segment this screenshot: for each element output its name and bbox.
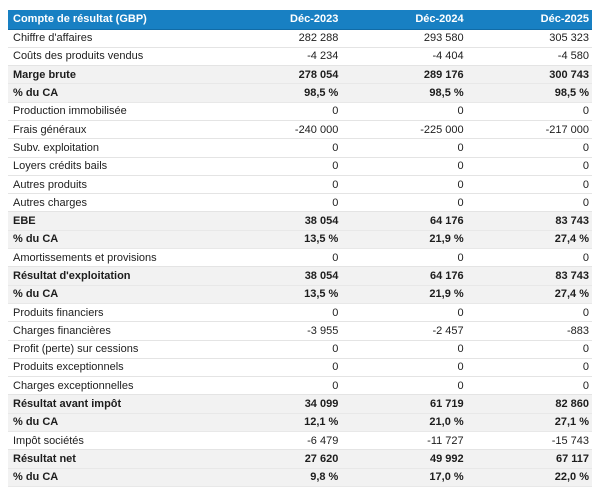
row-label: Profit (perte) sur cessions [8, 340, 216, 358]
row-label: Résultat d'exploitation [8, 267, 216, 285]
column-header-dec-2023: Déc-2023 [216, 10, 341, 29]
row-value: 282 288 [216, 29, 341, 47]
table-row [8, 47, 592, 65]
row-value: 27,4 % [467, 285, 592, 303]
row-value: 305 323 [467, 29, 592, 47]
row-value: 0 [467, 358, 592, 376]
row-label: Chiffre d'affaires [8, 29, 216, 47]
row-value: 0 [467, 194, 592, 212]
table-row [8, 175, 592, 193]
row-label: Résultat net [8, 450, 216, 468]
table-row [8, 29, 592, 47]
table-body [8, 29, 592, 486]
row-value: 0 [341, 303, 466, 321]
row-value: -240 000 [216, 120, 341, 138]
row-label: % du CA [8, 468, 216, 486]
row-value: 34 099 [216, 395, 341, 413]
table-header-row [8, 10, 592, 29]
table-row [8, 139, 592, 157]
row-value: 293 580 [341, 29, 466, 47]
row-value: 0 [216, 377, 341, 395]
row-value: 0 [467, 340, 592, 358]
row-value: 0 [467, 303, 592, 321]
row-value: 9,8 % [216, 468, 341, 486]
row-value: 0 [467, 139, 592, 157]
table-row [8, 340, 592, 358]
row-value: 67 117 [467, 450, 592, 468]
table-row [8, 450, 592, 468]
row-value: 0 [216, 358, 341, 376]
column-header-dec-2025: Déc-2025 [467, 10, 592, 29]
row-label: % du CA [8, 285, 216, 303]
row-value: 0 [341, 139, 466, 157]
row-value: 0 [467, 157, 592, 175]
row-label: Loyers crédits bails [8, 157, 216, 175]
row-value: 27,4 % [467, 230, 592, 248]
row-value: -4 404 [341, 47, 466, 65]
row-value: 22,0 % [467, 468, 592, 486]
row-label: Coûts des produits vendus [8, 47, 216, 65]
row-value: -6 479 [216, 432, 341, 450]
table-title: Compte de résultat (GBP) [8, 10, 216, 29]
table-row [8, 432, 592, 450]
row-label: % du CA [8, 230, 216, 248]
row-value: 38 054 [216, 267, 341, 285]
table-row [8, 84, 592, 102]
row-value: 83 743 [467, 267, 592, 285]
row-label: Produits exceptionnels [8, 358, 216, 376]
row-label: Charges exceptionnelles [8, 377, 216, 395]
row-value: -3 955 [216, 322, 341, 340]
row-value: 289 176 [341, 66, 466, 84]
row-value: 0 [341, 249, 466, 267]
row-value: 21,0 % [341, 413, 466, 431]
row-value: 0 [341, 358, 466, 376]
row-value: -2 457 [341, 322, 466, 340]
table-row [8, 468, 592, 486]
table-row [8, 322, 592, 340]
row-value: 83 743 [467, 212, 592, 230]
row-label: Charges financières [8, 322, 216, 340]
row-value: 64 176 [341, 212, 466, 230]
table-row [8, 230, 592, 248]
row-label: Autres charges [8, 194, 216, 212]
row-value: 21,9 % [341, 285, 466, 303]
table-row [8, 395, 592, 413]
row-value: 49 992 [341, 450, 466, 468]
row-value: 82 860 [467, 395, 592, 413]
table-row [8, 212, 592, 230]
row-value: 0 [341, 102, 466, 120]
row-value: 98,5 % [216, 84, 341, 102]
row-value: 0 [216, 102, 341, 120]
table-row [8, 120, 592, 138]
row-value: 0 [341, 175, 466, 193]
income-statement-table [8, 10, 592, 487]
row-label: Amortissements et provisions [8, 249, 216, 267]
row-value: -217 000 [467, 120, 592, 138]
table-row [8, 157, 592, 175]
row-label: Subv. exploitation [8, 139, 216, 157]
row-value: 0 [341, 157, 466, 175]
row-value: 0 [467, 249, 592, 267]
row-value: 0 [216, 157, 341, 175]
row-value: 98,5 % [467, 84, 592, 102]
row-label: Impôt sociétés [8, 432, 216, 450]
row-value: 27,1 % [467, 413, 592, 431]
row-value: -15 743 [467, 432, 592, 450]
row-value: 0 [341, 340, 466, 358]
row-value: 0 [467, 377, 592, 395]
row-value: 0 [216, 340, 341, 358]
row-value: 0 [341, 377, 466, 395]
row-value: -4 234 [216, 47, 341, 65]
row-label: EBE [8, 212, 216, 230]
row-value: 0 [216, 194, 341, 212]
row-label: Résultat avant impôt [8, 395, 216, 413]
row-value: 0 [467, 175, 592, 193]
table-row [8, 377, 592, 395]
row-value: 0 [216, 139, 341, 157]
row-value: 21,9 % [341, 230, 466, 248]
row-value: -225 000 [341, 120, 466, 138]
row-value: 0 [216, 175, 341, 193]
column-header-dec-2024: Déc-2024 [341, 10, 466, 29]
row-label: Autres produits [8, 175, 216, 193]
row-label: Marge brute [8, 66, 216, 84]
row-value: 12,1 % [216, 413, 341, 431]
row-value: 0 [467, 102, 592, 120]
row-value: 13,5 % [216, 285, 341, 303]
row-label: % du CA [8, 84, 216, 102]
row-value: 300 743 [467, 66, 592, 84]
row-value: 0 [216, 303, 341, 321]
row-label: Production immobilisée [8, 102, 216, 120]
table-row [8, 194, 592, 212]
row-value: 27 620 [216, 450, 341, 468]
row-value: 61 719 [341, 395, 466, 413]
table-row [8, 303, 592, 321]
row-label: Frais généraux [8, 120, 216, 138]
row-value: 0 [216, 249, 341, 267]
row-value: 98,5 % [341, 84, 466, 102]
row-value: 0 [341, 194, 466, 212]
row-value: 17,0 % [341, 468, 466, 486]
table-row [8, 413, 592, 431]
table-row [8, 285, 592, 303]
row-label: % du CA [8, 413, 216, 431]
row-value: -11 727 [341, 432, 466, 450]
row-value: 64 176 [341, 267, 466, 285]
row-value: 13,5 % [216, 230, 341, 248]
row-label: Produits financiers [8, 303, 216, 321]
table-row [8, 66, 592, 84]
row-value: 278 054 [216, 66, 341, 84]
row-value: 38 054 [216, 212, 341, 230]
table-row [8, 249, 592, 267]
row-value: -883 [467, 322, 592, 340]
row-value: -4 580 [467, 47, 592, 65]
table-row [8, 102, 592, 120]
table-row [8, 267, 592, 285]
table-row [8, 358, 592, 376]
